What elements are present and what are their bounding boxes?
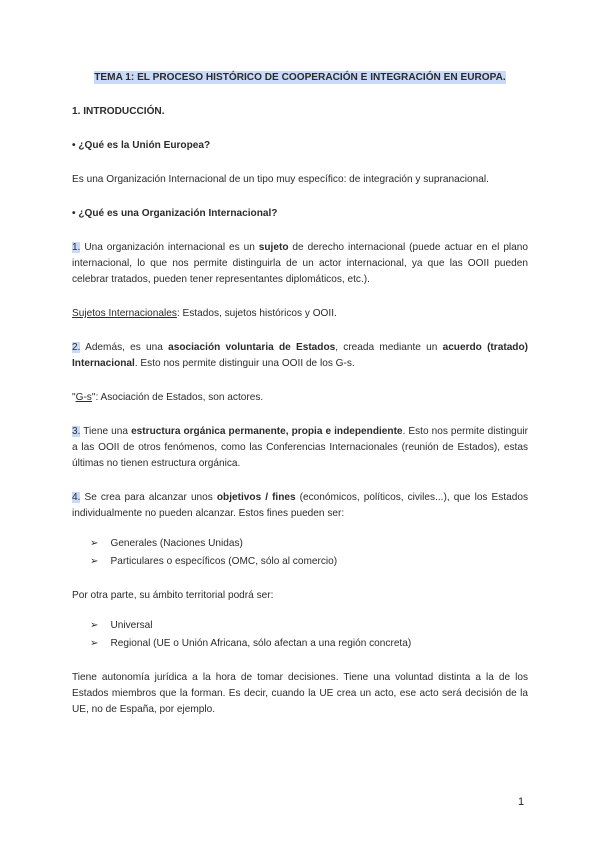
paragraph-4: 4. Se crea para alcanzar unos objetivos / fines (económicos, políticos, civiles...), que los Estados individualmente no pueden alcanzar. Estos fines pueden ser: — [72, 492, 528, 519]
subjects-label: Sujetos Internacionales — [72, 308, 177, 319]
section-heading: 1. INTRODUCCIÓN. — [72, 106, 165, 117]
arrow-bullet-icon: ➢ — [90, 620, 99, 631]
territory-list — [72, 618, 528, 652]
gs-label: G-s — [75, 392, 92, 403]
arrow-bullet-icon: ➢ — [90, 538, 99, 549]
subjects-definition: Sujetos Internacionales: Estados, sujetos históricos y OOII. — [72, 308, 337, 319]
list-item: ➢ Generales (Naciones Unidas) — [90, 538, 243, 549]
paragraph-number: 1. — [72, 242, 81, 253]
goals-list — [72, 536, 528, 570]
paragraph-number: 4. — [72, 492, 81, 503]
closing-paragraph: Tiene autonomía jurídica a la hora de tomar decisiones. Tiene una voluntad distinta a la de los Estados miembros que la forman. Es decir, cuando la UE crea un acto, ese acto será decisión de la UE, no de España, por ejemplo. — [72, 672, 528, 715]
paragraph-1: 1. Una organización internacional es un sujeto de derecho internacional (puede actuar en el plano internacional, lo que nos permite distinguirla de un actor internacional, ya que las OOII pueden celebrar tratados, pueden tener representantes diplomáticos, etc.). — [72, 242, 529, 285]
paragraph-number: 2. — [72, 342, 81, 353]
question-eu: • ¿Qué es la Unión Europea? — [72, 140, 211, 151]
answer-eu: Es una Organización Internacional de un tipo muy específico: de integración y supranacional. — [72, 174, 489, 185]
paragraph-3: 3. Tiene una estructura orgánica permanente, propia e independiente. Esto nos permite distinguir a las OOII de otros fenómenos, como las Conferencias Internacionales (reunión de Estados), estas últimas no tienen estructura orgánica. — [72, 426, 529, 469]
document-title: TEMA 1: EL PROCESO HISTÓRICO DE COOPERACIÓN E INTEGRACIÓN EN EUROPA. — [94, 72, 506, 83]
list-item: ➢ Particulares o específicos (OMC, sólo al comercio) — [90, 556, 338, 567]
arrow-bullet-icon: ➢ — [90, 556, 99, 567]
question-oi: • ¿Qué es una Organización Internacional? — [72, 208, 278, 219]
paragraph-number: 3. — [72, 426, 81, 437]
page-number: 1 — [518, 796, 525, 808]
territory-intro: Por otra parte, su ámbito territorial podrá ser: — [72, 590, 274, 601]
paragraph-2: 2. Además, es una asociación voluntaria de Estados, creada mediante un acuerdo (tratado) Internacional. Esto nos permite distinguir una OOII de los G-s. — [72, 342, 529, 369]
list-item: ➢ Universal — [90, 620, 153, 631]
gs-definition: "G-s": Asociación de Estados, son actores. — [72, 392, 264, 403]
list-item: ➢ Regional (UE o Unión Africana, sólo afectan a una región concreta) — [90, 638, 412, 649]
arrow-bullet-icon: ➢ — [90, 638, 99, 649]
page-content — [72, 70, 528, 736]
